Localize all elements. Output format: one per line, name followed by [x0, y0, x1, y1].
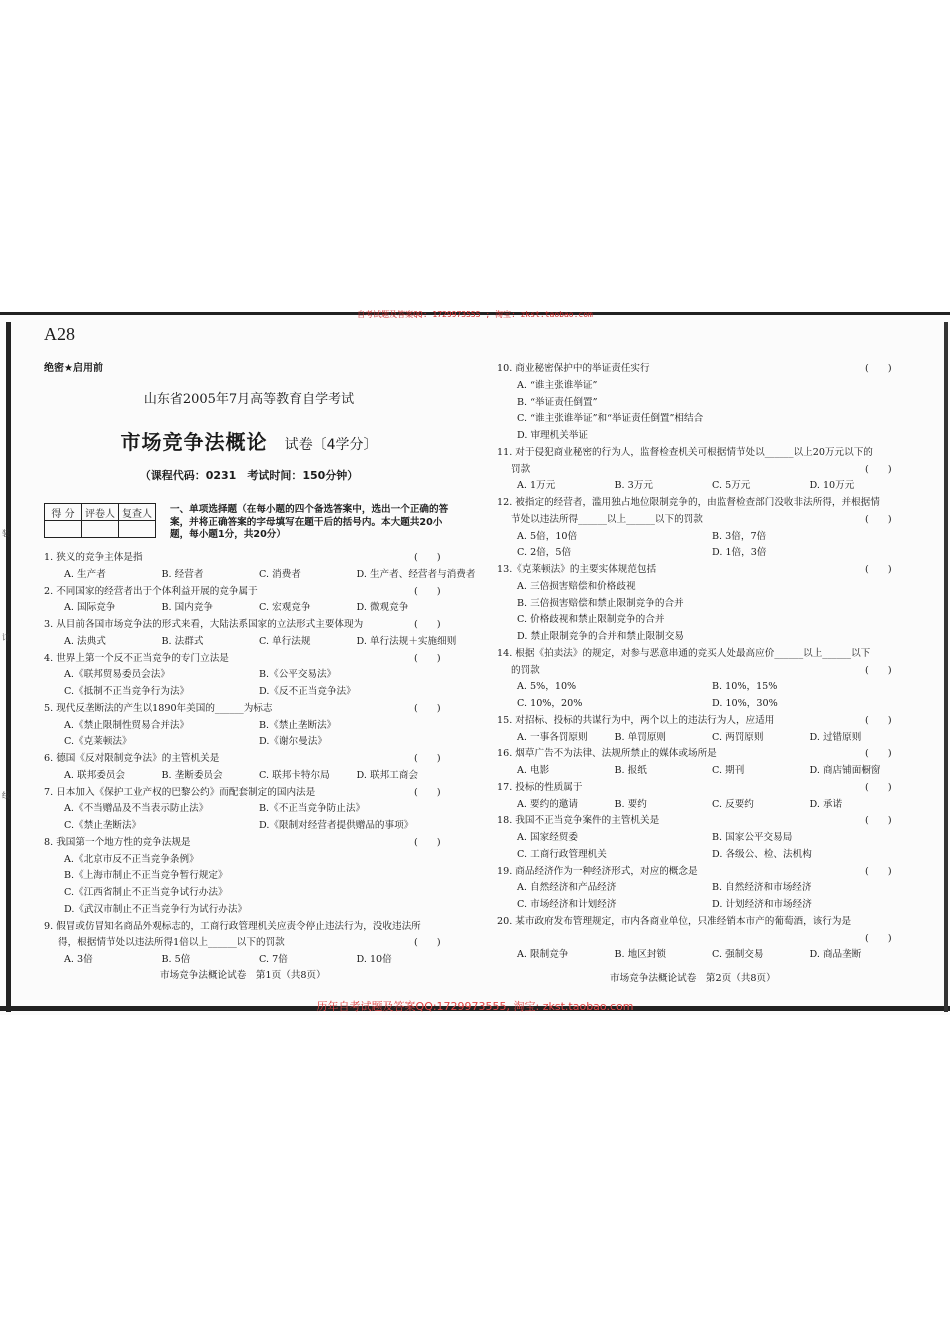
answer-blank[interactable]: ( ) — [865, 564, 892, 575]
answer-option: D.《反不正当竞争法》 — [259, 686, 356, 697]
subject-title: 市场竞争法概论 — [120, 430, 268, 454]
answer-option: A.《联邦贸易委员会法》 — [64, 669, 170, 681]
question-stem: 19. 商品经济作为一种经济形式，对应的概念是 — [497, 865, 698, 877]
answer-option: A.《北京市反不正当竞争条例》 — [64, 853, 199, 865]
answer-option: B. 3万元 — [614, 480, 653, 492]
answer-blank[interactable]: ( ) — [414, 619, 441, 630]
answer-option: C. 7倍 — [259, 954, 288, 965]
answer-blank[interactable]: ( ) — [414, 585, 441, 597]
answer-blank[interactable]: ( ) — [865, 714, 892, 726]
question-stem: 4. 世界上第一个反不正当竞争的专门立法是 — [44, 652, 229, 664]
answer-option: C. 反要约 — [712, 798, 754, 810]
answer-blank[interactable]: ( ) — [414, 652, 441, 664]
answer-option: B.《禁止垄断法》 — [259, 719, 337, 731]
answer-option: C.《抵制不正当竞争行为法》 — [64, 686, 190, 697]
answer-option: C. 单行法规 — [259, 635, 311, 647]
answer-option: D. 10%，30% — [712, 698, 778, 709]
answer-blank[interactable]: ( ) — [865, 865, 892, 877]
answer-option: A. 国家经贸委 — [517, 832, 578, 843]
answer-option: B. 地区封锁 — [614, 949, 667, 961]
answer-blank[interactable]: ( ) — [865, 815, 892, 827]
answer-option: D. 1倍，3倍 — [712, 547, 767, 559]
question-stem: 6. 德国《反对限制竞争法》的主管机关是 — [44, 753, 220, 764]
answer-blank[interactable]: ( ) — [865, 932, 892, 944]
answer-option: A.《不当赠品及不当表示防止法》 — [64, 803, 209, 815]
answer-option: D. 承诺 — [809, 798, 843, 810]
answer-option: B. 报纸 — [614, 765, 647, 776]
score-cell[interactable] — [45, 521, 82, 538]
question-stem: 的罚款 — [511, 664, 540, 676]
answer-option: D. 商店铺面橱窗 — [809, 765, 881, 776]
answer-option: A. 要约的邀请 — [517, 798, 578, 810]
answer-option: B. 国家公平交易局 — [712, 832, 793, 843]
question-stem: 节处以违法所得______以上______以下的罚款 — [511, 513, 703, 525]
answer-option: B. 单罚原则 — [614, 731, 667, 743]
answer-option: A. 生产者 — [64, 568, 106, 580]
answer-option: C. 5万元 — [712, 480, 751, 492]
question-stem: 15. 对招标、投标的共谋行为中，两个以上的违法行为人，应适用 — [497, 714, 775, 726]
answer-option: C. 联邦卡特尔局 — [259, 769, 330, 781]
answer-option: D. 计划经济和市场经济 — [712, 899, 812, 910]
answer-option: B. 要约 — [614, 798, 647, 810]
binding-mark: 装 — [2, 529, 10, 538]
answer-option: C. 价格歧视和禁止限制竞争的合并 — [517, 614, 665, 626]
answer-option: D. 单行法规＋实施细则 — [356, 635, 457, 647]
answer-blank[interactable]: ( ) — [865, 664, 892, 676]
answer-option: D.《限制对经营者提供赠品的事项》 — [259, 820, 414, 831]
question-stem: 10. 商业秘密保护中的举证责任实行 — [497, 363, 650, 374]
answer-blank[interactable]: ( ) — [865, 363, 892, 374]
answer-blank[interactable]: ( ) — [865, 781, 892, 793]
question-stem: 13.《克莱顿法》的主要实体规范包括 — [497, 564, 657, 575]
right-scan-edge — [944, 322, 948, 1012]
answer-option: C. 工商行政管理机关 — [517, 848, 607, 860]
answer-option: B. 自然经济和市场经济 — [712, 882, 812, 894]
answer-option: B.《不正当竞争防止法》 — [259, 803, 366, 815]
answer-option: D. 生产者、经营者与消费者 — [356, 568, 476, 580]
question-stem: 7. 日本加入《保护工业产权的巴黎公约》而配套制定的国内法是 — [44, 786, 316, 798]
answer-option: D. 审理机关举证 — [517, 430, 589, 441]
reviewer-cell[interactable] — [119, 521, 156, 538]
answer-option: B. 10%，15% — [712, 681, 778, 693]
answer-option: C. 10%，20% — [517, 698, 583, 709]
question-stem: 18. 我国不正当竞争案件的主管机关是 — [497, 815, 660, 827]
answer-option: A. 联邦委员会 — [64, 769, 125, 781]
score-table — [44, 503, 156, 538]
answer-option: D.《武汉市制止不正当竞争行为试行办法》 — [64, 903, 248, 915]
answer-option: A. 国际竞争 — [64, 602, 116, 614]
question-stem: 8. 我国第一个地方性的竞争法规是 — [44, 836, 191, 848]
question-stem: 9. 假冒或仿冒知名商品外观标志的，工商行政管理机关应责令停止违法行为，没收违法所 — [44, 920, 421, 932]
footer-watermark-note: 历年自考试题及答案QQ:1729973555, 淘宝: zkst.taobao.com — [316, 1000, 634, 1013]
subject-subtitle: 试卷〔4学分〕 — [284, 437, 378, 453]
answer-option: B. 3倍，7倍 — [712, 530, 767, 542]
question-stem: 17. 投标的性质属于 — [497, 781, 583, 793]
answer-option: C.《克莱顿法》 — [64, 736, 132, 748]
title-row — [44, 426, 454, 455]
answer-option: D. 各级公、检、法机构 — [712, 848, 812, 860]
answer-option: C. 期刊 — [712, 765, 745, 776]
question-stem: 得，根据情节处以违法所得1倍以上______以下的罚款 — [58, 937, 285, 949]
question-stem: 1. 狭义的竞争主体是指 — [44, 552, 143, 563]
question-stem: 14. 根据《拍卖法》的规定，对参与恶意串通的竞买人处最高应价______以上______以下 — [497, 647, 871, 659]
answer-blank[interactable]: ( ) — [414, 836, 441, 848]
answer-option: A. 法典式 — [64, 635, 106, 647]
question-stem: 2. 不同国家的经营者出于个体利益开展的竞争属于 — [44, 585, 258, 597]
answer-option: C. 2倍，5倍 — [517, 547, 572, 559]
score-header: 得 分 — [45, 504, 82, 521]
question-stem: 11. 对于侵犯商业秘密的行为人，监督检查机关可根据情节处以______以上20万元以下的 — [497, 446, 873, 458]
secret-label: 绝密★启用前 — [44, 363, 103, 374]
answer-option: A. 5倍，10倍 — [517, 530, 578, 542]
answer-blank[interactable]: ( ) — [865, 513, 892, 525]
binding-mark: 线 — [2, 791, 10, 800]
answer-option: A. 3倍 — [64, 954, 93, 965]
answer-option: A. 电影 — [517, 765, 550, 776]
answer-option: C. 消费者 — [259, 568, 301, 580]
answer-option: A. 一事各罚原则 — [517, 731, 588, 743]
answer-option: C. 两罚原则 — [712, 731, 764, 743]
answer-option: D. 10倍 — [356, 954, 392, 965]
answer-option: D.《谢尔曼法》 — [259, 736, 327, 748]
answer-option: B. 国内竞争 — [161, 602, 214, 614]
answer-option: B.《公平交易法》 — [259, 669, 337, 681]
answer-option: C.《禁止垄断法》 — [64, 820, 142, 831]
exam-name: 山东省2005年7月高等教育自学考试 — [143, 392, 355, 407]
answer-option: A. “谁主张谁举证” — [517, 379, 598, 391]
answer-option: D. 商品垄断 — [809, 949, 862, 961]
grader-cell[interactable] — [82, 521, 119, 538]
answer-option: D. 10万元 — [809, 480, 855, 492]
answer-blank[interactable]: ( ) — [414, 753, 441, 764]
answer-option: A. 5%，10% — [517, 681, 577, 693]
grader-header: 评卷人 — [82, 504, 119, 521]
left-binding-edge — [6, 322, 11, 1012]
answer-option: B. 法群式 — [161, 635, 204, 647]
answer-option: D. 微观竞争 — [356, 602, 409, 614]
answer-option: B. 三倍损害赔偿和禁止限制竞争的合并 — [517, 597, 684, 609]
answer-blank[interactable]: ( ) — [865, 748, 892, 760]
answer-blank[interactable]: ( ) — [865, 463, 892, 475]
answer-option: C. 宏观竞争 — [259, 602, 311, 614]
answer-option: C. “谁主张谁举证”和“举证责任倒置”相结合 — [517, 413, 704, 425]
reviewer-header: 复查人 — [119, 504, 156, 521]
answer-option: D. 禁止限制竞争的合并和禁止限制交易 — [517, 631, 684, 642]
section-instruction: 一、单项选择题（在每小题的四个备选答案中，选出一个正确的答案，并将正确答案的字母填写在题干后的括号内。本大题共20小题，每小题1分，共20分） — [170, 504, 449, 540]
course-info: （课程代码：0231 考试时间：150分钟） — [139, 469, 359, 482]
question-stem: 20. 某市政府发布管理规定，市内各商业单位，只准经销本市产的葡萄酒，该行为是 — [497, 915, 852, 927]
answer-option: A. 限制竞争 — [517, 949, 569, 961]
answer-blank[interactable]: ( ) — [414, 552, 441, 563]
question-stem: 3. 从目前各国市场竞争法的形式来看，大陆法系国家的立法形式主要体现为 — [44, 619, 364, 630]
answer-option: B.《上海市制止不正当竞争暂行规定》 — [64, 870, 228, 882]
answer-option: A.《禁止限制性贸易合并法》 — [64, 719, 190, 731]
question-stem: 罚款 — [511, 463, 531, 475]
answer-option: C.《江西省制止不正当竞争试行办法》 — [64, 887, 228, 898]
answer-option: A. 自然经济和产品经济 — [517, 882, 617, 894]
binding-mark: 订 — [2, 633, 10, 642]
answer-blank[interactable]: ( ) — [414, 786, 441, 798]
answer-option: A. 1万元 — [517, 480, 556, 492]
answer-option: B. 经营者 — [161, 568, 204, 580]
answer-option: B. 5倍 — [161, 954, 191, 965]
answer-option: A. 三倍损害赔偿和价格歧视 — [517, 580, 636, 592]
answer-option: B. 垄断委员会 — [161, 769, 223, 781]
answer-option: C. 市场经济和计划经济 — [517, 899, 617, 910]
page-footer-left: 市场竞争法概论试卷 第1页（共8页） — [160, 970, 326, 981]
answer-blank[interactable]: ( ) — [414, 702, 441, 714]
paper-code: A28 — [44, 324, 75, 344]
header-watermark-note: 自考试题及答案QQ: 1729973555 ; 淘宝: zkst.taobao.com — [357, 310, 593, 319]
answer-option: C. 强制交易 — [712, 949, 764, 961]
question-stem: 16. 烟草广告不为法律、法规所禁止的媒体或场所是 — [497, 748, 717, 760]
page-footer-right: 市场竞争法概论试卷 第2页（共8页） — [610, 973, 776, 984]
answer-option: D. 联邦工商会 — [356, 769, 418, 781]
question-stem: 12. 被指定的经营者，滥用独占地位限制竞争的，由监督检查部门没收非法所得，并根据情 — [497, 497, 880, 508]
answer-option: D. 过错原则 — [809, 731, 862, 743]
answer-blank[interactable]: ( ) — [414, 937, 441, 949]
question-stem: 5. 现代反垄断法的产生以1890年美国的______为标志 — [44, 702, 273, 714]
answer-option: B. “举证责任倒置” — [517, 396, 598, 408]
